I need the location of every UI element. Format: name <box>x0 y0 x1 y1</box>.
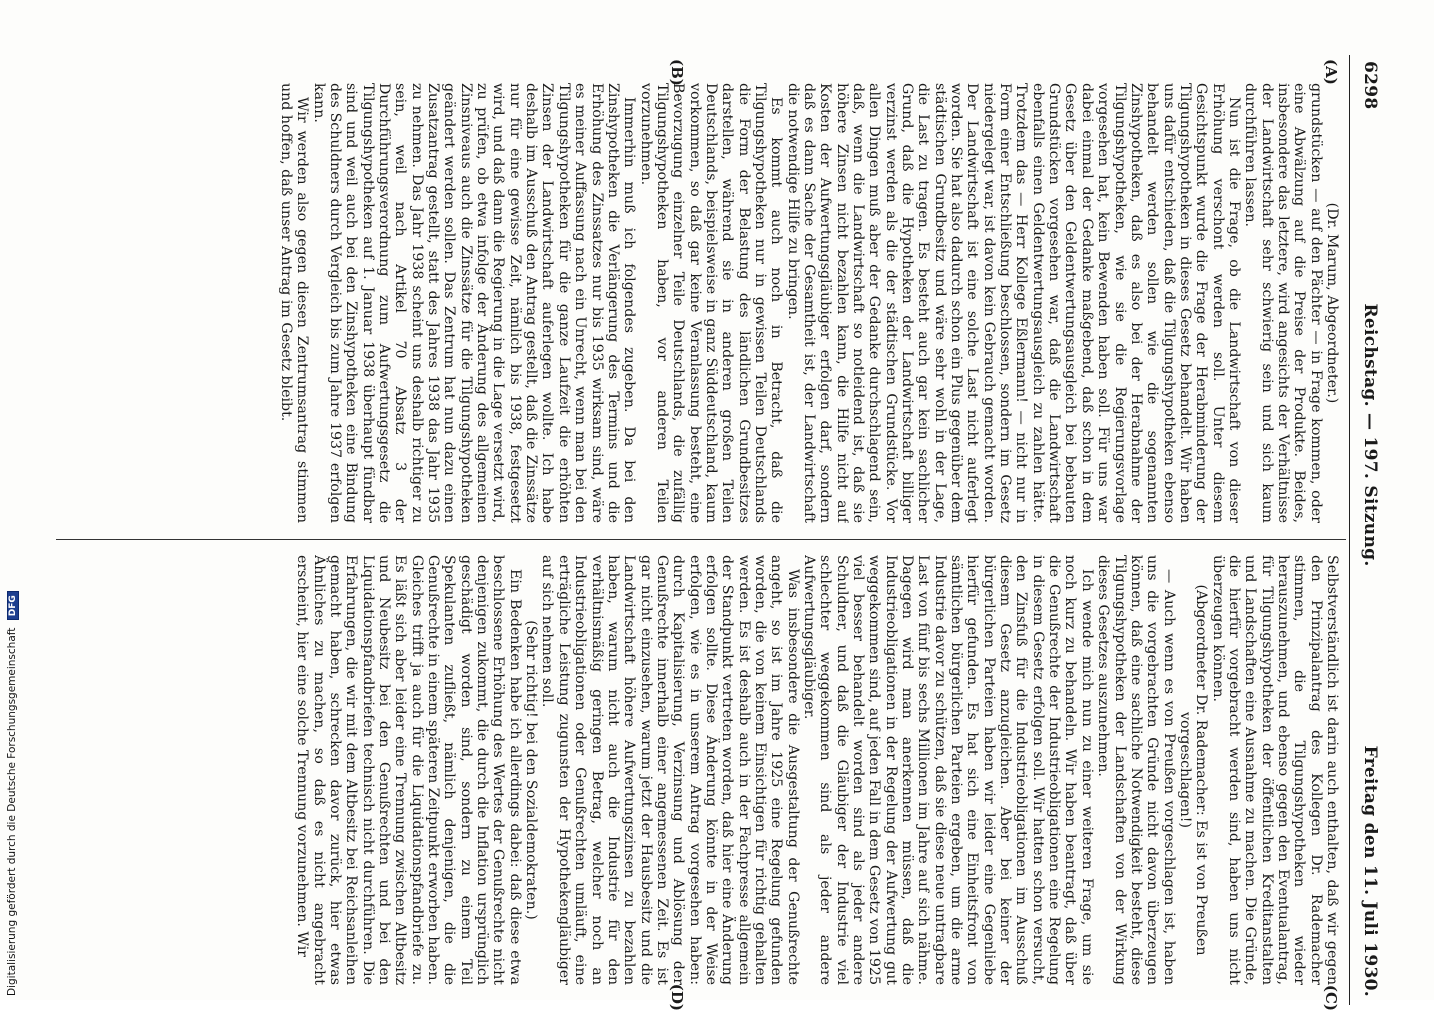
paragraph: Ein Bedenken habe ich allerdings dabei: daß diese etwa beschlossene Erhöhung des Wertes der Genußrechte nicht denjenigen zukommt, die durch die Inflation ursprünglich geschädigt worden sind, sondern zu einem Teil Spekulanten zufließt, nämlich denjenigen, die die Genußrechte in einem späteren Zeitpunkt erworben haben. Gleiches trifft ja auch für die Liquidationspfandbriefe zu. Es läßt sich aber leider eine Trennung zwischen Altbesitz und Neubesitz bei den Genußrechten und bei den Liquidationspfandbriefen technisch nicht durchführen. Die Erfahrungen, die wir mit dem Altbesitz bei Reichsanleihen gemacht haben, schrecken davor zurück, hier etwas Ähnliches zu machen, so daß es nicht angebracht erscheint, hier eine solche Trennung vorzunehmen. Wir <box>294 555 523 985</box>
paragraph: (Dr. Marum, Abgeordneter.) <box>1324 202 1340 404</box>
margin-mark-b: (B) <box>668 59 686 86</box>
paragraph: Was insbesondere die Ausgestaltung der Genußrechte angeht, so ist im Jahre 1925 eine Regelung gefunden worden, die von keinem Einsichtigen für richtig gehalten werden. Es ist deshalb auch in der Fachpresse allgemein der Standpunkt vertreten worden, daß hier eine Änderung erfolgen sollte. Diese Änderung könnte in der Weise erfolgen, wie es in unserem Antrag vorgesehen haben: durch Kapitalisierung, Verzinsung und Ablösung der Genußrechte innerhalb einer angemessenen Zeit. Es ist gar nicht einzusehen, warum jetzt der Hausbesitz und die Landwirtschaft höhere Aufwertungszinsen zu bezahlen haben, warum nicht auch die Industrie für den verhältnismäßig geringen Betrag, welcher noch an Industrieobligationen oder Genußrechten umläuft, eine erträgliche Leistung zugunsten der Hypothekengläubiger auf sich nehmen soll. <box>539 555 801 985</box>
session-title: Reichstag. — 197. Sitzung. <box>1360 303 1380 567</box>
margin-mark-d: (D) <box>668 983 686 1011</box>
paragraph: Selbstverständlich ist darin auch enthalten, daß wir gegen den Prinzipalantrag des Kollegen Dr. Rademacher stimmen, die Tilgungshypotheken wieder herauszunehmen, und ebenso gegen den Eventualantrag, für Tilgungshypotheken der öffentlichen Kreditanstalten und Landschaften eine Ausnahme zu machen. Die Gründe, die hierfür vorgebracht werden sind, haben uns nicht überzeugen können. <box>1209 555 1340 985</box>
margin-mark-c: (C) <box>1322 984 1340 1011</box>
paragraph: grundstücken — auf den Pächter — in Frage kommen, oder eine Abwälzung auf die Preise der Produkte. Beides, insbesondere das letztere, wird angesichts der Verhältnisse der Landwirtschaft sehr schwierig sein und sich kaum durchführen lassen. <box>1242 83 1324 523</box>
paragraph: Ich wende mich nun zu einer weiteren Frage, um sie noch kurz zu behandeln. Wir haben beantragt, daß über die Genußrechte der Industrieobligationen eine Regelung in diesem Gesetz erfolgen soll. Wir hatten schon versucht, den Zinsfuß für die Industrieobligationen im Ausschuß diesem Gesetz anzugleichen. Aber bei keiner der bürgerlichen Parteien haben wir leider eine Gegenliebe hierfür gefunden. Es hat sich eine Einheitsfront von sämtlichen bürgerlichen Parteien ergeben, um die arme Industrie davor zu schützen, daß sie diese neue untragbare Last von fünf bis sechs Millionen im Jahre auf sich nähme. Dagegen wird man anerkennen müssen, daß die Industrieobligationen in der Regelung der Aufwertung gut weggekommen sind, auf jeden Fall in dem Gesetz von 1925 viel besser behandelt worden sind als jeder andere Schuldner, und daß die Gläubiger der Industrie viel schlechter weggekommen sind als jeder andere Aufwertungsgläubiger. <box>801 555 1095 985</box>
margin-mark-a: (A) <box>1322 59 1340 85</box>
session-date: Freitag den 11. Juli 1930. <box>1360 745 1380 997</box>
left-text-column <box>60 83 1340 523</box>
right-text-column <box>60 555 1340 985</box>
interjection: (Sehr richtig! bei den Sozialdemokraten.) <box>523 620 540 920</box>
column-divider <box>56 539 1346 540</box>
paragraph: Wir werden also gegen diesen Zentrumsantrag stimmen und hoffen, daß unser Antrag im Gesetz bleibt. <box>278 83 311 523</box>
interjection: (Abgeordneter Dr. Rademacher: Es ist von Preußen vorgeschlagen!) <box>1176 584 1210 956</box>
paragraph: — Auch wenn es von Preußen vorgeschlagen ist, haben uns die vorgebrachten Gründe nicht davon überzeugen können, daß eine sachliche Notwendigkeit besteht, diese Tilgungshypotheken der Landschaften von der Wirkung dieses Gesetzes auszunehmen. <box>1095 555 1177 985</box>
dfg-logo: DFG <box>7 591 19 620</box>
paragraph: Es kommt auch noch in Betracht, daß die Tilgungshypotheken nur in gewissen Teilen Deutschlands die Form der Belastung des ländlichen Grundbesitzes darstellen, während sie in anderen großen Teilen Deutschlands, beispielsweise in ganz Süddeutschland, kaum vorkommen, so daß gar keine Veranlassung besteht, eine Bevorzugung einzelner Teile Deutschlands, die zufällig Tilgungshypotheken haben, vor anderen Teilen vorzunehmen. <box>637 83 785 523</box>
footer-text: Digitalisierung gefördert durch die Deutsche Forschungsgemeinschaft <box>6 627 18 996</box>
header-rule <box>1349 55 1350 1005</box>
rotated-newspaper-sheet <box>50 55 1380 1011</box>
page-number: 6298 <box>1360 61 1380 110</box>
paragraph: Immerhin muß ich folgendes zugeben. Da bei den Zinshypotheken die Verlängerung des Termins und die Erhöhung des Zinssatzes nur bis 1935 wirksam sind, wäre es meiner Auffassung nach ein Unrecht, wenn man bei den Tilgungshypotheken für die ganze Laufzeit die erhöhten Zinsen der Landwirtschaft auferlegen wollte. Ich habe deshalb im Ausschuß den Antrag gestellt, daß die Zinssätze nur für eine gewisse Zeit, nämlich bis 1938, festgesetzt wird, und daß dann die Regierung in die Lage versetzt wird, zu prüfen, ob etwa infolge der Änderung des allgemeinen Zinsniveaus auch die Zinssätze für die Tilgungshypotheken geändert werden sollen. Das Zentrum hat nun dazu einen Zusatzantrag gestellt, statt des Jahres 1938 das Jahr 1935 zu nehmen. Das Jahr 1938 scheint uns deshalb richtiger zu sein, weil nach Artikel 70 Absatz 3 der Durchführungsverordnung zum Aufwertungsgesetz die Tilgungshypotheken auf 1. Januar 1938 überhaupt fündbar sind und weil auch bei den Zinshypotheken eine Bindung des Schuldners durch Vergleich bis zum Jahre 1937 erfolgen kann. <box>310 83 638 523</box>
paragraph: Nun ist die Frage, ob die Landwirtschaft von dieser Erhöhung verschont werden soll. Unter diesem Gesichtspunkt wurde die Frage der Herabminderung der Tilgungshypotheken in dieses Gesetz behandelt. Wir haben uns dafür entschieden, daß die Tilgungshypotheken ebenso behandelt werden sollen wie die sogenannten Zinshypotheken, daß es also bei der Herabnahme der Tilgungshypotheken, wie sie die Regierungsvorlage vorgesehen hat, kein Bewenden haben soll. Für uns war dabei einmal der Gedanke maßgebend, daß schon in dem Gesetz über den Geldentwertungsausgleich bei bebauten Grundstücken vorgesehen war, daß die Landwirtschaft ebenfalls einen Geldentwertungsausgleich zu zahlen hätte. Trotzdem das — Herr Kollege Eßlermann! — nicht nur in Form einer Entschließung beschlossen, sondern im Gesetz niedergelegt war, ist davon kein Gebrauch gemacht worden. Der Landwirtschaft ist eine solche Last nicht auferlegt worden. Sie hat also dadurch schon ein Plus gegenüber dem städtischen Grundbesitz und wäre sehr wohl in der Lage, die Last zu tragen. Es besteht auch gar kein sachlicher Grund, daß die Hypotheken der Landwirtschaft billiger verzinst werden als die der städtischen Grundstücke. Vor allen Dingen muß aber der Gedanke durchschlagend sein, daß, wenn die Landwirtschaft so notleidend ist, daß sie höhere Zinsen nicht bezahlen kann, die Hilfe nicht auf Kosten der Aufwertungsgläubiger erfolgen darf, sondern daß es dann Sache der Gesamtheit ist, der Landwirtschaft die notwendige Hilfe zu bringen. <box>784 83 1242 523</box>
